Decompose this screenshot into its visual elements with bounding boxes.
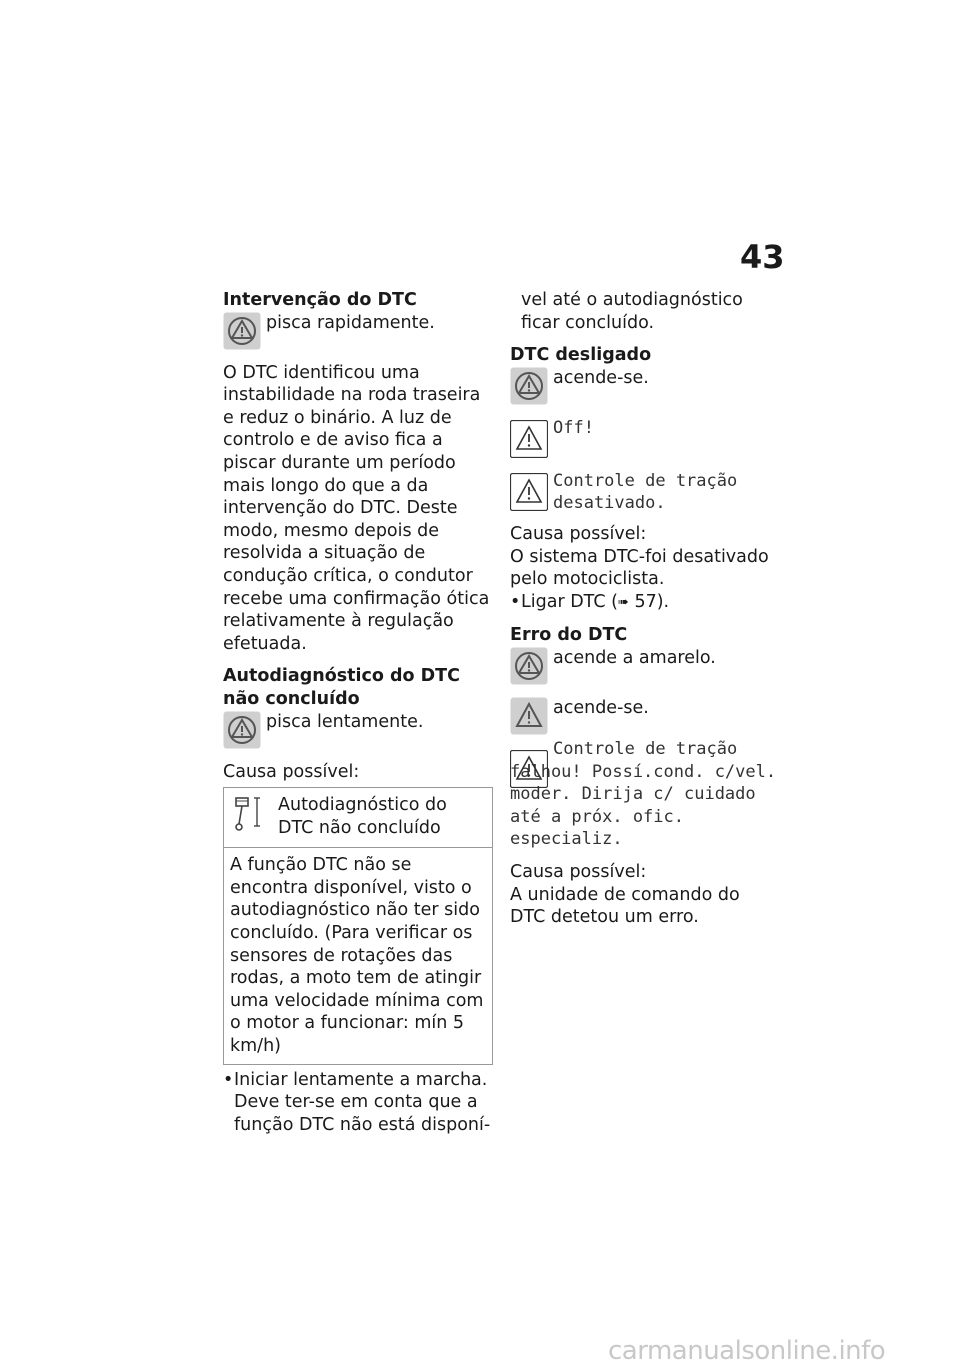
continued-text: vel até o autodiagnóstico ficar concluído. [521,290,743,333]
dtc-warning-light-icon [223,711,261,749]
indicator-row [223,711,493,749]
page-number: 43 [740,238,785,276]
page-reference-arrow-icon: ➠ [617,594,629,610]
indicator-status-text: pisca rapidamente. [266,312,435,333]
cause-label: Causa possível: [223,761,360,782]
indicator-row [510,647,780,685]
indicator-row [223,312,493,350]
dtc-warning-light-icon [510,647,548,685]
indicator-status-text: acende-se. [553,697,649,718]
indicator-status-text: acende a amarelo. [553,647,716,668]
watermark: carmanualsonline.info [608,1336,886,1366]
info-box [223,787,493,1065]
indicator-row [510,697,780,735]
bullet-icon: • [510,591,521,612]
section-title-dtc-intervention: Intervenção do DTC [223,290,417,310]
indicator-status-text: pisca lentamente. [266,711,424,732]
indicator-status-text: acende-se. [553,367,649,388]
cause-label: Causa possível: [510,861,647,882]
bullet-icon: • [223,1069,234,1090]
display-message: Off! [553,417,594,438]
info-box-title: Autodiagnóstico do DTC não concluído [278,795,447,838]
warning-triangle-icon [510,473,548,511]
list-item-text: Ligar DTC (➠ 57). [521,591,669,615]
piston-diagnosis-icon [230,794,266,838]
cause-label: Causa possível: [510,523,647,544]
left-column [223,289,493,1136]
info-box-body: A função DTC não se encontra disponível, visto o autodiagnóstico não ter sido concluído. (Para verificar os sensores de rotações das rodas, a moto tem de atingir uma velocidade mínima com o motor a funcionar: mín 5 km/h) [230,855,484,1057]
cause-text: O sistema DTC-foi desativado pelo motociclista. [510,546,769,590]
cause-text: A unidade de comando do DTC detetou um erro. [510,884,740,928]
section-title-dtc-error: Erro do DTC [510,625,628,646]
dtc-warning-light-icon [223,312,261,350]
display-message-row [510,417,780,458]
list-item [223,1069,493,1137]
section-title-self-diagnosis: Autodiagnóstico do DTC não concluído [223,666,460,709]
list-item-text: Iniciar lentamente a marcha. Deve ter-se em conta que a função DTC não está disponí- [234,1069,491,1135]
dtc-warning-light-icon [510,367,548,405]
info-box-header [224,788,492,848]
paragraph: O DTC identificou uma instabilidade na roda traseira e reduz o binário. A luz de controlo e de aviso fica a piscar durante um período mais longo do que a da intervenção do DTC. Deste modo, mesmo depois de resolvida a situação de condução crítica, o condutor recebe uma confirmação ótica relativamente à regulação efetuada. [223,362,490,654]
list-item [510,591,780,615]
display-message-row [510,470,780,515]
general-warning-light-icon [510,697,548,735]
indicator-row [510,367,780,405]
warning-triangle-icon [510,420,548,458]
right-column [510,289,780,929]
display-message: Controle de tração falhou! Possí.cond. c/vel. moder. Dirija c/ cuidado até a próx. ofic. especializ. [510,738,777,850]
display-message: Controle de tração desativado. [553,470,738,514]
section-title-dtc-off: DTC desligado [510,345,652,366]
